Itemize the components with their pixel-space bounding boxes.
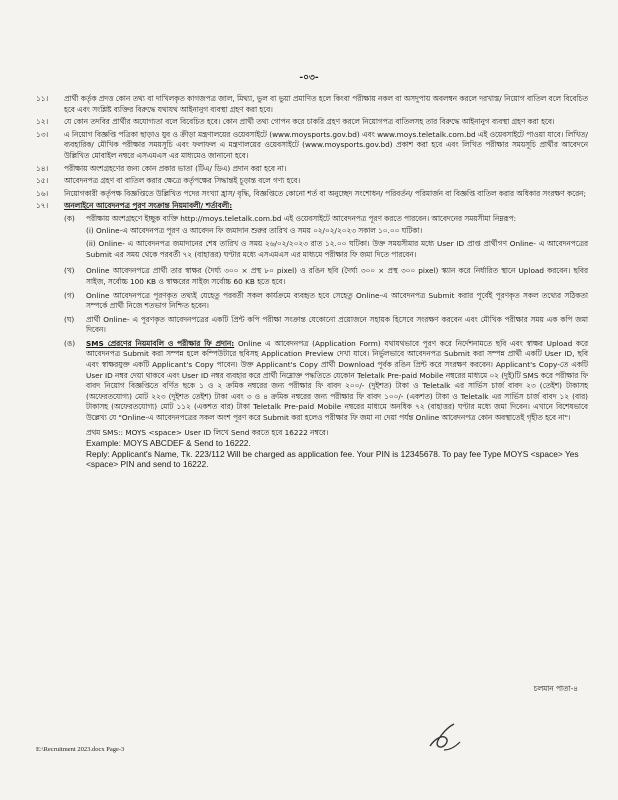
list-item bbox=[36, 189, 588, 200]
list-item-17 bbox=[36, 201, 588, 212]
sub-item-number: (ক) bbox=[64, 213, 75, 223]
sms-rules-heading: SMS প্রেরণের নিয়মাবলি ও পরীক্ষার ফি প্রদান: bbox=[86, 338, 235, 348]
sub-item-kha bbox=[64, 266, 588, 287]
item-number: ১২। bbox=[36, 117, 49, 127]
ka-start-date: (i) Online-এ আবেদনপত্র পূরণ ও আবেদন ফি জমাদান শুরুর তারিখ ও সময় ০২/০২/২০২৩ সকাল ১০.০০ ঘটিকা। bbox=[86, 225, 423, 235]
sub-item-text: Online আবেদনপত্রে প্রার্থী তার স্বাক্ষর (দৈর্ঘ্য ৩০০ × প্রস্থ ৮০ pixel) ও রঙিন ছবি (দৈর্ঘ্য ৩০০ × প্রস্থ ৩০০ pixel) স্ক্যান করে নির্ধারিত স্থানে Upload করবেন। ছবির সাইজ, সর্বোচ্চ 100 KB ও স্বাক্ষরের সাইজ সর্বোচ্চ 60 KB হতে হবে। bbox=[86, 266, 588, 286]
file-path-footer: E:\Recruitment 2023.docx Page-3 bbox=[36, 746, 125, 753]
page-number: -০৩- bbox=[299, 73, 319, 83]
sub-item-text: Online আবেদনপত্রে পূরণকৃত তথ্যই যেহেতু পরবর্তী সকল কার্যক্রমে ব্যবহৃত হবে সেহেতু Online-এ আবেদনপত্র Submit করার পূর্বেই পূরণকৃত সকল তথ্যের সঠিকতা সম্পর্কে প্রার্থী নিজে শতভাগ নিশ্চিত হবেন। bbox=[86, 290, 588, 311]
item-text: নিয়োগকারী কর্তৃপক্ষ বিজ্ঞপ্তিতে উল্লিখিত পদের সংখ্যা হ্রাস/ বৃদ্ধি, বিজ্ঞপ্তিতে কোনো শর্ত বা অনুচ্ছেদ সংশোধন/ পরিবর্তন/ পরিমার্জন বা বিজ্ঞপ্তি বাতিল করার অধিকার সংরক্ষণ করেন; bbox=[64, 188, 586, 198]
continued-page-note: চলমান পাতা-৪ bbox=[533, 684, 578, 693]
list-item bbox=[36, 94, 588, 115]
item-text: প্রার্থী কর্তৃক প্রদত্ত কোন তথ্য বা দাখিলকৃত কাগজপত্র জাল, মিথ্যা, ভুল বা ভুয়া প্রমাণিত হলে কিংবা পরীক্ষায় নকল বা অসদুপায় অবলম্বন করলে দরখাস্ত/ নিয়োগ বাতিল বলে বিবেচিত হবে এবং সংশ্লিষ্ট ব্যক্তির বিরুদ্ধে যথাযথ আইনানুগ ব্যবস্থা গ্রহণ করা হবে। bbox=[64, 94, 588, 114]
list-item bbox=[36, 176, 588, 187]
item-number: ১৫। bbox=[36, 176, 49, 186]
sub-item-number: (গ) bbox=[64, 290, 75, 300]
item-number: ১৪। bbox=[36, 163, 49, 173]
item-text: এ নিয়োগ বিজ্ঞপ্তি পত্রিকা ছাড়াও যুব ও ক্রীড়া মন্ত্রণালয়ের ওয়েবসাইটে (www.moysports.gov.bd) এবং www.moys.teletalk.com.bd এই ওয়েবসাইটে পাওয়া যাবে। লিখিত/ ব্যবহারিক/ মৌখিক পরীক্ষার সময়সূচি এবং ফলাফল এ মন্ত্রণালয়ের ওয়েবসাইটে (www.moysports.gov.bd) প্রকাশ করা হবে এবং লিখিত পরীক্ষার সময়সূচি প্রার্থীর আবেদনে উল্লিখিত মোবাইল নম্বরে এসএমএস এর মাধ্যমেও জানানো হবে। bbox=[64, 129, 588, 160]
list-item bbox=[36, 130, 588, 162]
item-number: ১৬। bbox=[36, 188, 49, 198]
item-number: ১৭। bbox=[36, 201, 49, 211]
item-number: ১১। bbox=[36, 94, 49, 103]
sub-item-gha bbox=[64, 315, 588, 336]
item-heading: অনলাইনে আবেদনপত্র পূরণ সংক্রান্ত নিয়মাবলী/ শর্তাবলী: bbox=[64, 201, 233, 211]
item-text: যে কোন তদবির প্রার্থীর অযোগ্যতা বলে বিবেচিত হবে। কোন প্রার্থী তথ্য গোপন করে চাকরি গ্রহণ করলে নিয়োগপত্র বাতিলসহ তার বিরুদ্ধে আইনানুগ ব্যবস্থা গ্রহণ করা হবে। bbox=[64, 117, 555, 127]
signature-mark bbox=[424, 720, 464, 756]
sms-example: Example: MOYS ABCDEF & Send to 16222. bbox=[86, 438, 251, 449]
sub-item-uo bbox=[64, 339, 588, 424]
sub-item-number: (ঙ) bbox=[64, 338, 76, 348]
sub-item-text bbox=[86, 339, 588, 424]
item-number: ১৩। bbox=[36, 129, 49, 139]
item-text: পরীক্ষায় অংশগ্রহণের জন্য কোন প্রকার ভাতা (টিএ/ ডিএ) প্রদান করা হবে না। bbox=[64, 163, 287, 173]
sub-item-ka bbox=[64, 214, 588, 263]
sms-instructions bbox=[86, 428, 588, 470]
ka-intro: পরীক্ষায় অংশগ্রহণে ইচ্ছুক ব্যক্তি http://moys.teletalk.com.bd এই ওয়েবসাইটে আবেদনপত্র পূরণ করতে পারবেন। আবেদনের সময়সীমা নিম্নরূপ: bbox=[86, 213, 517, 223]
list-item bbox=[36, 164, 588, 175]
first-sms: প্রথম SMS:: MOYS <space> User ID লিখে Send করতে হবে 16222 নম্বরে। bbox=[86, 427, 329, 437]
sub-item-text: প্রার্থী Online- এ পূরণকৃত আবেদনপত্রের একটি প্রিন্ট কপি পরীক্ষা সংক্রান্ত যেকোনো প্রয়োজনে সহায়ক হিসেবে সংরক্ষণ করবেন এবং মৌখিক পরীক্ষার সময় এক কপি জমা দিবেন। bbox=[86, 314, 588, 335]
sub-item-number: (খ) bbox=[64, 266, 75, 276]
sms-rules-text: Online এ আবেদনপত্র (Application Form) যথাযথভাবে পূরণ করে নির্দেশনামতে ছবি এবং স্বাক্ষর Upload করে আবেদনপত্র Submit করা সম্পন্ন হলে কম্পিউটারে ছবিসহ Application Preview দেখা যাবে। নির্ভুলভাবে আবেদনপত্র Submit করা সম্পন্ন প্রার্থী একটি User ID, ছবি এবং স্বাক্ষরযুক্ত একটি Applicant's Copy পাবেন। উক্ত Applicant's Copy প্রার্থী Download পূর্বক রঙিন প্রিন্ট করে সংরক্ষণ করবেন। Applicant's Copy-তে একটি User ID নম্বর দেয়া থাকবে এবং User ID নম্বর ব্যবহার করে প্রার্থী নিম্নোক্ত পদ্ধতিতে যেকোন Teletalk Pre-paid Mobile নম্বরের মাধ্যমে ০২ (দুই)টি SMS করে পরীক্ষার ফি বাবদ নিয়োগ বিজ্ঞপ্তিতে বর্ণিত ছকে ১ ও ২ ক্রমিক নম্বরের জন্য পরীক্ষার ফি বাবদ ২০০/- (দুইশত) টাকা ও Teletalk এর সার্ভিস চার্জ বাবদ ২৩ (তেইশ) টাকাসহ (অফেরতযোগ্য) মোট ২২৩ (দুইশত তেইশ) টাকা এবং ৩ ও ৪ ক্রমিক নম্বরের জন্য পরীক্ষার ফি বাবদ ১০০/- (একশত) টাকা ও Teletalk এর সার্ভিস চার্জ বাবদ ১২ (বার) টাকাসহ (অফেরতযোগ্য) মোট ১১২ (একশত বার) টাকা Teletalk Pre-paid Mobile নম্বরের মাধ্যমে অনধিক ৭২ (বাহাত্তর) ঘণ্টার মধ্যে জমা দিবেন। এখানে বিশেষভাবে উল্লেখ্য যে "Online-এ আবেদনপত্রের সকল অংশ পূরণ করে Submit করা হলেও পরীক্ষার ফি জমা না দেয়া পর্যন্ত Online আবেদনপত্র কোন অবস্থাতেই গৃহীত হবে না"। bbox=[86, 338, 588, 423]
sms-reply: Reply: Applicant's Name, Tk. 223/112 Will be charged as application fee. Your PIN is 12345678. To pay fee Type MOYS <space> Yes <space> PIN and send to 16222. bbox=[86, 448, 579, 470]
ka-end-date: (ii) Online- এ আবেদনপত্র জমাদানের শেষ তারিখ ও সময় ২৬/০২/২০২৩ রাত ১২.০০ ঘটিকা। উক্ত সময়সীমার মধ্যে User ID প্রাপ্ত প্রার্থীগণ Online- এ আবেদনপত্রের Submit এর সময় থেকে পরবর্তী ৭২ (বাহাত্তর) ঘণ্টার মধ্যে এসএমএস এর মাধ্যমে পরীক্ষার ফি জমা দিতে পারবেন। bbox=[86, 239, 588, 259]
sub-item-text bbox=[86, 214, 588, 263]
document-body bbox=[36, 94, 588, 470]
item-text: আবেদনপত্র গ্রহণ বা বাতিল করার ক্ষেত্রে কর্তৃপক্ষের সিদ্ধান্তই চূড়ান্ত বলে গণ্য হবে। bbox=[64, 176, 301, 186]
sub-item-number: (ঘ) bbox=[64, 314, 75, 324]
list-item bbox=[36, 117, 588, 128]
sub-item-ga bbox=[64, 291, 588, 312]
